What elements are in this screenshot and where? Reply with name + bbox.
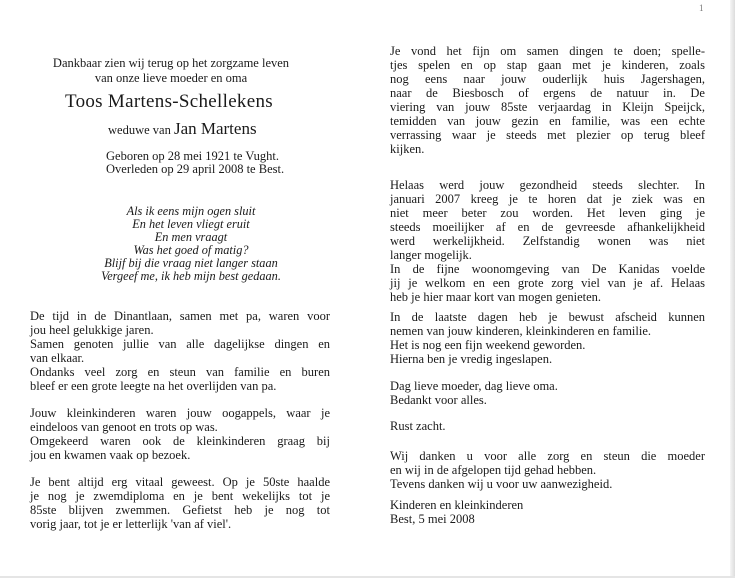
intro-line: van onze lieve moeder en oma (94, 71, 248, 85)
paragraph-kanidas (390, 262, 705, 304)
deceased-name: Toos Martens-Schellekens (65, 91, 273, 112)
text-line: van elkaar. (30, 351, 85, 365)
text-line: Je bent altijd erg vitaal geweest. Op je 50ste haalde (30, 475, 330, 489)
text-line: tjes spelen en op stap gaan met je kinderen, zoals (390, 58, 705, 72)
text-line: bleef er een grote leegte na het overlijden van pa. (30, 379, 277, 393)
poem-line: Vergeef me, ik heb mijn best gedaan. (101, 269, 281, 283)
paragraph-dinantlaan (30, 309, 330, 393)
paragraph-health (390, 178, 705, 262)
paragraph-thanks (390, 449, 705, 491)
widow-prefix: weduwe van (108, 123, 171, 137)
text-line: viering van jouw 85ste verjaardag in Kleijn Speijck, (390, 100, 705, 114)
text-line: jij je welkom en een grote zorg viel van je af. Helaas (390, 276, 705, 290)
text-line: Jouw kleinkinderen waren jouw oogappels, waar je (30, 406, 330, 420)
text-line: Het is nog een fijn weekend geworden. (390, 338, 586, 352)
text-line: In de laatste dagen heb je bewust afscheid kunnen (390, 310, 705, 324)
born-date: Geboren op 28 mei 1921 te Vught. (106, 149, 279, 163)
poem-line: Blijf bij die vraag niet langer staan (104, 256, 278, 270)
text-line: eindeloos van genoot en trots op was. (30, 420, 218, 434)
text-line: Je vond het fijn om samen dingen te doen; spelle- (390, 44, 705, 58)
rest-in-peace (390, 419, 705, 433)
text-line: niet meer beter zou worden. Het leven ging je (390, 206, 705, 220)
paragraph-vitality (30, 475, 330, 531)
text-line: Hierna ben je vredig ingeslapen. (390, 352, 553, 366)
text-line: steeds moeilijker af en de gevreesde afhankelijkheid (390, 220, 705, 234)
intro-text (12, 56, 330, 86)
poem-line: Was het goed of matig? (133, 243, 249, 257)
text-line: en wij in de afgelopen tijd gehad hebben. (390, 463, 597, 477)
card-edge (730, 0, 735, 578)
text-line: jou heel gelukkige jaren. (30, 323, 154, 337)
text-line: langer mogelijk. (390, 248, 472, 262)
text-line: Bedankt voor alles. (390, 393, 487, 407)
text-line: nemen van jouw kinderen, kleinkinderen en familie. (390, 324, 652, 338)
text-line: temidden van jouw gezin en familie, was een echte (390, 114, 705, 128)
text-line: Wij danken u voor alle zorg en steun die moeder (390, 449, 705, 463)
intro-line: Dankbaar zien wij terug op het zorgzame leven (52, 56, 290, 70)
poem-line: Als ik eens mijn ogen sluit (126, 204, 256, 218)
paragraph-grandchildren (30, 406, 330, 462)
spouse-name: Jan Martens (173, 119, 257, 138)
text-line: verrassing waar je steeds met plezier op terug bleef (390, 128, 705, 142)
text-line: januari 2007 kreeg je te horen dat je ziek was en (390, 192, 705, 206)
text-line: nog eens naar jouw ouderlijk huis Jagershagen, (390, 72, 705, 86)
text-line: heb je hier maar kort van mogen genieten. (390, 290, 602, 304)
text-line: Rust zacht. (390, 419, 446, 433)
died-date: Overleden op 29 april 2008 te Best. (106, 162, 285, 176)
signoff-name: Kinderen en kleinkinderen (390, 498, 524, 512)
text-line: Ondanks veel zorg en steun van familie en buren (30, 365, 330, 379)
text-line: jou en kwamen vaak op bezoek. (30, 448, 191, 462)
text-line: vorig jaar, tot je er letterlijk 'van af viel'. (30, 517, 232, 531)
text-line: Helaas werd jouw gezondheid steeds slechter. In (390, 178, 705, 192)
widow-of (108, 119, 257, 139)
corner-mark: 1 (699, 3, 704, 13)
text-line: je nog je zwemdiploma en je bent wekelijks tot je (30, 489, 330, 503)
text-line: werd werkelijkheid. Zelfstandig wonen was niet (390, 234, 705, 248)
text-line: In de fijne woonomgeving van De Kanidas voelde (390, 262, 705, 276)
text-line: 85ste blijven zwemmen. Gefietst heb je nog tot (30, 503, 330, 517)
paragraph-together (390, 44, 705, 156)
paragraph-last-days (390, 310, 705, 366)
text-line: naar de Biesbosch of ergens de natuur in. De (390, 86, 705, 100)
text-line: Omgekeerd waren ook de kleinkinderen graag bij (30, 434, 330, 448)
text-line: Dag lieve moeder, dag lieve oma. (390, 379, 558, 393)
poem (96, 205, 286, 283)
text-line: De tijd in de Dinantlaan, samen met pa, waren voor (30, 309, 330, 323)
poem-line: En het leven vliegt eruit (132, 217, 250, 231)
text-line: Tevens danken wij u voor uw aanwezigheid. (390, 477, 613, 491)
text-line: kijken. (390, 142, 425, 156)
text-line: Samen genoten jullie van alle dagelijkse dingen en (30, 337, 330, 351)
signoff (390, 498, 705, 526)
paragraph-farewell (390, 379, 705, 407)
life-dates (106, 150, 284, 176)
place-date: Best, 5 mei 2008 (390, 512, 475, 526)
poem-line: En men vraagt (154, 230, 228, 244)
